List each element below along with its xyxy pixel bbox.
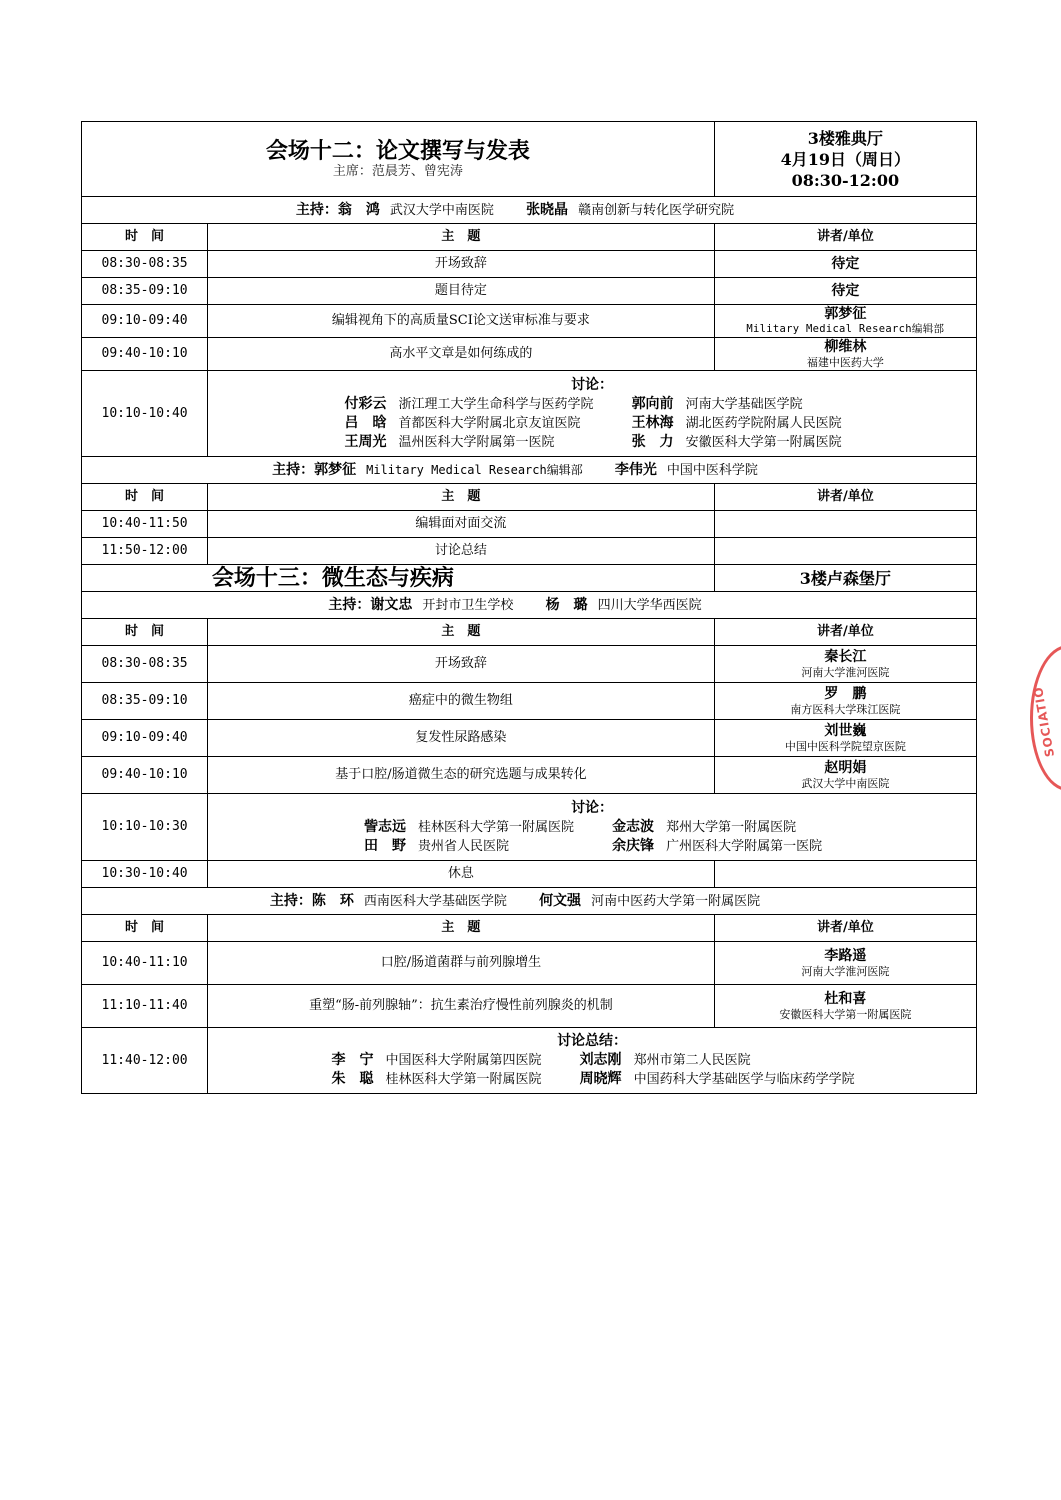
table-row xyxy=(82,511,977,538)
session13-venue-cell xyxy=(714,565,976,592)
speaker-unit: 河南大学淮河医院 xyxy=(801,965,890,978)
row-speaker xyxy=(714,278,976,305)
row-topic: 开场致辞 xyxy=(208,251,715,278)
discussion-row xyxy=(82,794,977,861)
session12-title: 会场十二：论文撰写与发表 xyxy=(265,138,530,164)
schedule-table xyxy=(81,121,977,1094)
panelist: 訾志远 桂林医科大学第一附属医院 xyxy=(364,818,575,835)
discussion-title: 讨论： xyxy=(571,799,614,816)
table-row xyxy=(82,757,977,794)
speaker-name: 杜和喜 xyxy=(824,991,867,1007)
row-speaker xyxy=(714,646,976,683)
host-name: 主持：翁 鸿 xyxy=(295,201,380,218)
session12-time: 08:30-12:00 xyxy=(791,170,900,190)
speaker-name: 赵明娟 xyxy=(824,760,867,776)
session12-venue-cell xyxy=(714,122,976,197)
speaker-unit: 武汉大学中南医院 xyxy=(801,777,890,790)
row-time: 11:10-11:40 xyxy=(82,985,208,1028)
row-time: 09:40-10:10 xyxy=(82,338,208,371)
panelist: 朱 聪 桂林医科大学第一附属医院 xyxy=(331,1071,542,1087)
row-topic: 癌症中的微生物组 xyxy=(208,683,715,720)
speaker-name: 柳维林 xyxy=(824,339,867,355)
discussion-title: 讨论总结： xyxy=(557,1033,628,1049)
panelist: 王林海 湖北医药学院附属人民医院 xyxy=(631,414,842,431)
table-row xyxy=(82,985,977,1028)
panelist: 郭向前 河南大学基础医学院 xyxy=(631,395,803,412)
header-speaker: 讲者/单位 xyxy=(714,224,976,251)
host-unit: Military Medical Research编辑部 xyxy=(366,462,583,477)
panelist: 李 宁 中国医科大学附属第四医院 xyxy=(331,1052,542,1068)
header-time: 时 间 xyxy=(82,619,208,646)
header-speaker: 讲者/单位 xyxy=(714,915,976,942)
header-time: 时 间 xyxy=(82,484,208,511)
table-row xyxy=(82,646,977,683)
session12-venue: 3楼雅典厅 xyxy=(807,128,883,148)
panelist: 付彩云 浙江理工大学生命科学与医药学院 xyxy=(344,395,594,412)
row-time: 08:30-08:35 xyxy=(82,646,208,683)
panelist: 周晓辉 中国药科大学基础医学与临床药学学院 xyxy=(579,1071,855,1087)
row-time: 11:50-12:00 xyxy=(82,538,208,565)
speaker-unit: Military Medical Research编辑部 xyxy=(746,323,945,335)
stamp-text: SOCIATIO xyxy=(1030,685,1058,759)
row-time: 09:40-10:10 xyxy=(82,757,208,794)
panelist: 余庆锋 广州医科大学附属第一医院 xyxy=(612,837,823,854)
discussion-row xyxy=(82,1028,977,1094)
row-speaker xyxy=(714,757,976,794)
schedule-page xyxy=(81,121,977,1094)
row-speaker xyxy=(714,305,976,338)
row-topic: 编辑面对面交流 xyxy=(208,511,715,538)
row-speaker xyxy=(714,942,976,985)
host-name: 杨 璐 xyxy=(545,596,588,613)
row-speaker xyxy=(714,720,976,757)
panelist: 张 力 安徽医科大学第一附属医院 xyxy=(631,433,842,450)
speaker-name: 郭梦征 xyxy=(824,306,867,322)
table-row xyxy=(82,683,977,720)
row-topic: 基于口腔/肠道微生态的研究选题与成果转化 xyxy=(208,757,715,794)
row-topic: 编辑视角下的高质量SCI论文送审标准与要求 xyxy=(208,305,715,338)
row-topic: 高水平文章是如何练成的 xyxy=(208,338,715,371)
seal-stamp xyxy=(1030,645,1061,791)
row-speaker xyxy=(714,861,976,888)
panelist: 田 野 贵州省人民医院 xyxy=(364,837,510,854)
host-name: 主持：郭梦征 xyxy=(272,461,357,478)
header-topic: 主 题 xyxy=(208,619,715,646)
panelist: 王周光 温州医科大学附属第一医院 xyxy=(344,433,555,450)
speaker-unit: 南方医科大学珠江医院 xyxy=(790,703,901,716)
row-topic: 休息 xyxy=(208,861,715,888)
header-topic: 主 题 xyxy=(208,224,715,251)
discussion-cell xyxy=(208,1028,977,1094)
session13-title: 会场十三：微生态与疾病 xyxy=(211,565,454,591)
table-row xyxy=(82,338,977,371)
row-topic: 题目待定 xyxy=(208,278,715,305)
table-row xyxy=(82,942,977,985)
discussion-cell xyxy=(208,794,977,861)
header-speaker: 讲者/单位 xyxy=(714,619,976,646)
panelist: 刘志刚 郑州市第二人民医院 xyxy=(579,1052,751,1068)
host-unit: 中国中医科学院 xyxy=(666,462,758,478)
row-time: 08:30-08:35 xyxy=(82,251,208,278)
speaker-name: 李路遥 xyxy=(824,948,867,964)
host-name: 何文强 xyxy=(539,892,582,909)
row-speaker xyxy=(714,985,976,1028)
host-unit: 河南中医药大学第一附属医院 xyxy=(591,893,761,909)
row-speaker xyxy=(714,538,976,565)
row-time: 08:35-09:10 xyxy=(82,278,208,305)
session13-hosts-2 xyxy=(82,888,977,915)
host-name: 张晓晶 xyxy=(526,201,569,218)
row-speaker xyxy=(714,338,976,371)
row-time: 09:10-09:40 xyxy=(82,720,208,757)
discussion-panel xyxy=(208,395,976,452)
panelist: 金志波 郑州大学第一附属医院 xyxy=(612,818,797,835)
row-time: 11:40-12:00 xyxy=(82,1028,208,1094)
host-unit: 西南医科大学基础医学院 xyxy=(363,893,507,909)
discussion-title: 讨论： xyxy=(571,376,614,393)
header-topic: 主 题 xyxy=(208,915,715,942)
table-row xyxy=(82,538,977,565)
session13-title-cell xyxy=(82,565,715,592)
table-row xyxy=(82,278,977,305)
row-speaker xyxy=(714,683,976,720)
speaker-unit: 安徽医科大学第一附属医院 xyxy=(779,1008,912,1021)
row-time: 10:40-11:10 xyxy=(82,942,208,985)
row-time: 09:10-09:40 xyxy=(82,305,208,338)
row-topic: 重塑“肠-前列腺轴”：抗生素治疗慢性前列腺炎的机制 xyxy=(208,985,715,1028)
row-time: 10:30-10:40 xyxy=(82,861,208,888)
host-name: 主持：谢文忠 xyxy=(328,596,413,613)
host-unit: 赣南创新与转化医学研究院 xyxy=(578,202,735,218)
table-row xyxy=(82,251,977,278)
host-unit: 四川大学华西医院 xyxy=(597,597,702,613)
discussion-panel xyxy=(208,818,976,856)
session13-venue: 3楼卢森堡厅 xyxy=(799,568,891,588)
discussion-panel xyxy=(208,1051,976,1089)
session13-hosts-1 xyxy=(82,592,977,619)
row-time: 10:40-11:50 xyxy=(82,511,208,538)
host-name: 主持：陈 环 xyxy=(269,892,354,909)
discussion-row xyxy=(82,371,977,457)
host-name: 李伟光 xyxy=(614,461,657,478)
discussion-cell xyxy=(208,371,977,457)
speaker-name: 待定 xyxy=(831,255,860,272)
header-topic: 主 题 xyxy=(208,484,715,511)
speaker-name: 秦长江 xyxy=(824,649,867,665)
row-topic: 开场致辞 xyxy=(208,646,715,683)
speaker-unit: 福建中医药大学 xyxy=(806,356,884,369)
row-speaker xyxy=(714,251,976,278)
header-time: 时 间 xyxy=(82,915,208,942)
host-unit: 开封市卫生学校 xyxy=(422,597,514,613)
session12-date: 4月19日（周日） xyxy=(780,149,911,169)
header-speaker: 讲者/单位 xyxy=(714,484,976,511)
header-time: 时 间 xyxy=(82,224,208,251)
speaker-name: 待定 xyxy=(831,282,860,299)
row-topic: 复发性尿路感染 xyxy=(208,720,715,757)
row-time: 08:35-09:10 xyxy=(82,683,208,720)
session12-hosts-1 xyxy=(82,197,977,224)
row-speaker xyxy=(714,511,976,538)
session12-hosts-2 xyxy=(82,457,977,484)
speaker-unit: 河南大学淮河医院 xyxy=(801,666,890,679)
row-topic: 讨论总结 xyxy=(208,538,715,565)
session12-title-cell xyxy=(82,122,715,197)
row-time: 10:10-10:30 xyxy=(82,794,208,861)
session12-chairs: 主席：范晨芳、曾宪涛 xyxy=(332,164,463,179)
row-time: 10:10-10:40 xyxy=(82,371,208,457)
table-row xyxy=(82,305,977,338)
table-row xyxy=(82,720,977,757)
table-row xyxy=(82,861,977,888)
speaker-unit: 中国中医科学院望京医院 xyxy=(784,740,906,753)
speaker-name: 刘世巍 xyxy=(824,723,867,739)
speaker-name: 罗 鹏 xyxy=(824,686,867,702)
row-topic: 口腔/肠道菌群与前列腺增生 xyxy=(208,942,715,985)
host-unit: 武汉大学中南医院 xyxy=(389,202,494,218)
panelist: 吕 晗 首都医科大学附属北京友谊医院 xyxy=(344,414,581,431)
